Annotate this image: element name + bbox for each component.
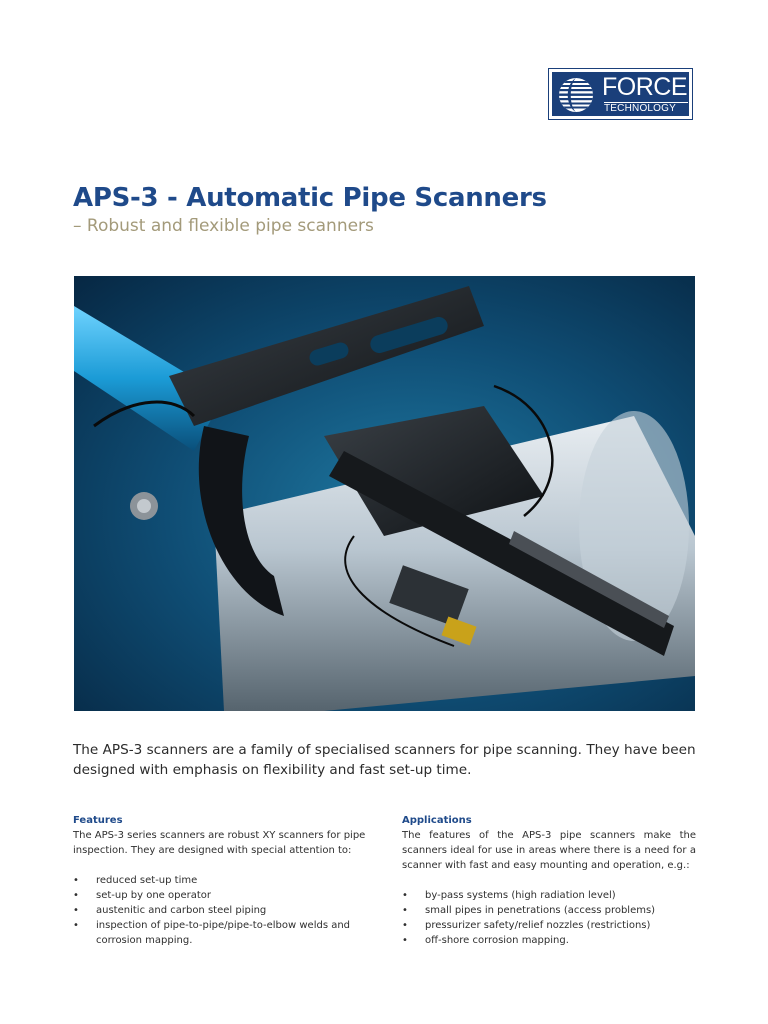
globe-icon [557,76,595,114]
logo-background [552,72,689,116]
list-item: • set-up by one operator [73,888,373,903]
list-item: • reduced set-up time [73,873,373,888]
force-technology-logo [548,68,693,120]
features-text: The APS-3 series scanners are robust XY scanners for pipe inspection. They are designed with special attention to: [73,830,366,856]
page-title: APS-3 - Automatic Pipe Scanners [73,183,547,213]
list-item: • by-pass systems (high radiation level) [402,888,696,903]
list-item: • pressurizer safety/relief nozzles (restrictions) [402,918,696,933]
list-item: • small pipes in penetrations (access problems) [402,903,696,918]
features-list [73,873,373,948]
features-section [73,813,373,948]
applications-text: The features of the APS-3 pipe scanners make the scanners ideal for use in areas where there is a need for a scanner with fast and easy mounting and operation, e.g.: [402,830,696,871]
page-subtitle: – Robust and flexible pipe scanners [73,216,374,236]
applications-list [402,888,696,948]
list-item: • inspection of pipe-to-pipe/pipe-to-elbow welds and corrosion mapping. [73,918,373,948]
logo-tagline: TECHNOLOGY [604,102,688,115]
list-item: • off-shore corrosion mapping. [402,933,696,948]
list-item: • austenitic and carbon steel piping [73,903,373,918]
applications-section [402,813,696,948]
product-photo [74,276,695,711]
pipe-scanner-image [74,276,695,711]
logo-wordmark: FORCE [602,73,687,101]
intro-paragraph: The APS-3 scanners are a family of specialised scanners for pipe scanning. They have been designed with emphasis on flexibility and fast set-up time. [73,742,696,778]
features-heading: Features [73,815,123,826]
applications-heading: Applications [402,815,472,826]
